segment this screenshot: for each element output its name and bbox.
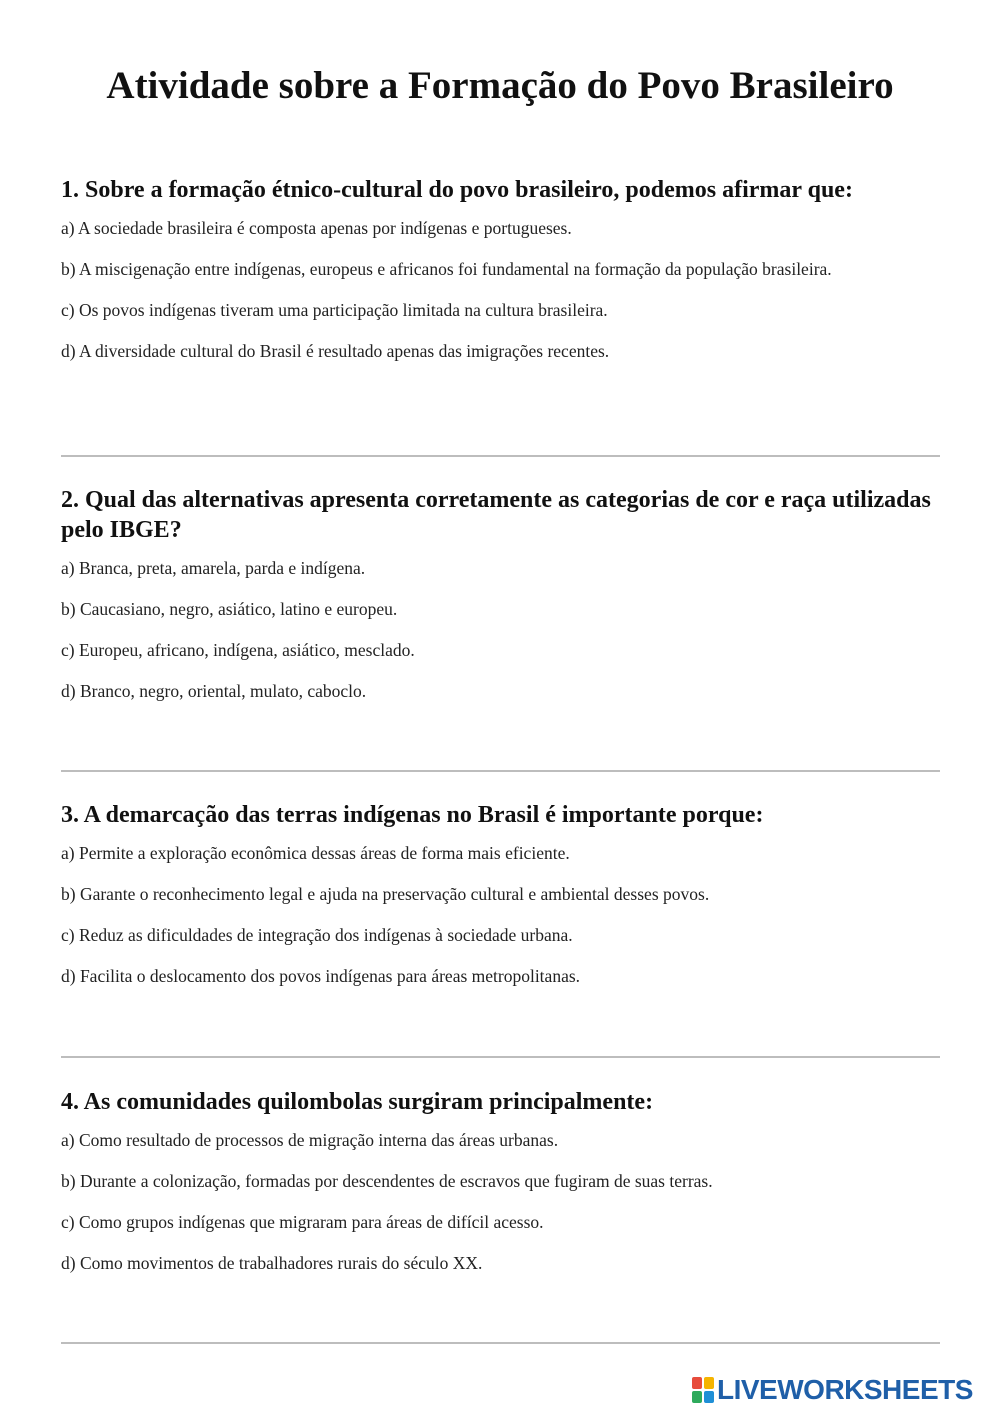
- liveworksheets-logo[interactable]: [692, 1374, 973, 1406]
- answer-option-c: c) Como grupos indígenas que migraram para áreas de difícil acesso.: [61, 1212, 544, 1232]
- section-divider: [61, 455, 940, 457]
- section-divider: [61, 1056, 940, 1058]
- question-heading: 3. A demarcação das terras indígenas no Brasil é importante porque:: [61, 802, 764, 828]
- answer-option-a: a) Branca, preta, amarela, parda e indígena.: [61, 558, 366, 578]
- logo-letter-i: [704, 1377, 714, 1389]
- question-1: [61, 175, 941, 381]
- brand-mark-icon: [692, 1377, 714, 1403]
- logo-letter-e: [704, 1391, 714, 1403]
- answer-option-b: b) Garante o reconhecimento legal e ajuda na preservação cultural e ambiental desses povos.: [61, 884, 710, 904]
- question-heading: 1. Sobre a formação étnico-cultural do povo brasileiro, podemos afirmar que:: [61, 177, 853, 203]
- answer-option-a: a) Como resultado de processos de migração interna das áreas urbanas.: [61, 1130, 559, 1150]
- question-3: [61, 800, 941, 1006]
- question-2: [61, 485, 941, 721]
- answer-option-d: d) Facilita o deslocamento dos povos indígenas para áreas metropolitanas.: [61, 966, 581, 986]
- question-heading: 4. As comunidades quilombolas surgiram principalmente:: [61, 1089, 654, 1115]
- answer-option-d: d) Branco, negro, oriental, mulato, caboclo.: [61, 681, 367, 701]
- answer-option-c: c) Reduz as dificuldades de integração dos indígenas à sociedade urbana.: [61, 925, 573, 945]
- section-divider: [61, 1342, 940, 1344]
- answer-option-b: b) Caucasiano, negro, asiático, latino e europeu.: [61, 599, 398, 619]
- brand-name: LIVEWORKSHEETS: [717, 1374, 973, 1405]
- question-4: [61, 1087, 941, 1293]
- logo-letter-v: [692, 1391, 702, 1403]
- section-divider: [61, 770, 940, 772]
- page-title: Atividade sobre a Formação do Povo Brasileiro: [106, 64, 894, 107]
- answer-option-c: c) Europeu, africano, indígena, asiático, mesclado.: [61, 640, 415, 660]
- answer-option-d: d) Como movimentos de trabalhadores rurais do século XX.: [61, 1253, 483, 1273]
- answer-option-d: d) A diversidade cultural do Brasil é resultado apenas das imigrações recentes.: [61, 341, 610, 361]
- answer-option-c: c) Os povos indígenas tiveram uma participação limitada na cultura brasileira.: [61, 300, 608, 320]
- answer-option-a: a) Permite a exploração econômica dessas áreas de forma mais eficiente.: [61, 843, 570, 863]
- logo-letter-l: [692, 1377, 702, 1389]
- answer-option-b: b) Durante a colonização, formadas por descendentes de escravos que fugiram de suas terras.: [61, 1171, 713, 1191]
- question-heading: 2. Qual das alternativas apresenta corretamente as categorias de cor e raça utilizadas pelo IBGE?: [61, 487, 931, 543]
- answer-option-a: a) A sociedade brasileira é composta apenas por indígenas e portugueses.: [61, 218, 572, 238]
- answer-option-b: b) A miscigenação entre indígenas, europeus e africanos foi fundamental na formação da população brasileira.: [61, 259, 832, 279]
